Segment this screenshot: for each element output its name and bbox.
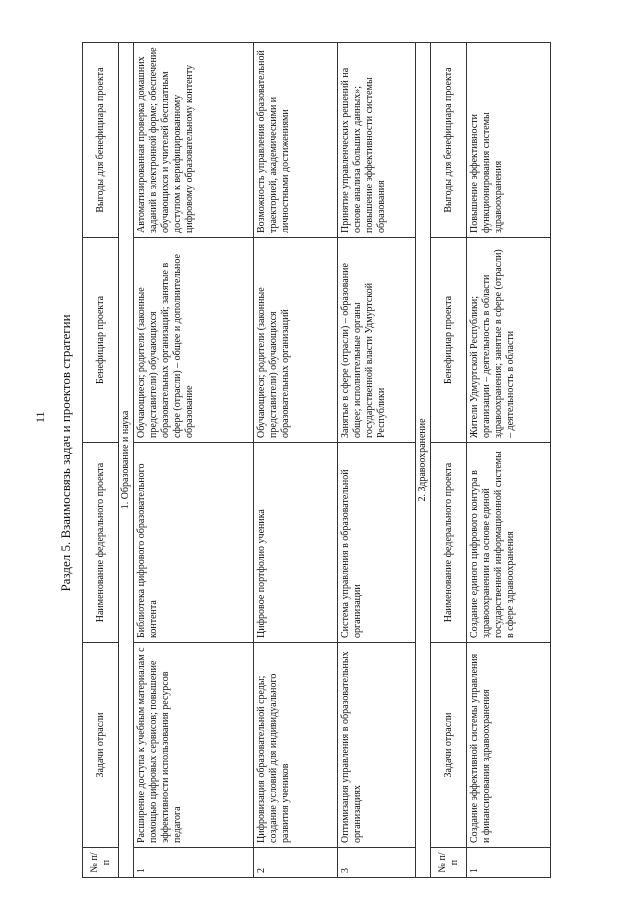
- section-row: [119, 43, 134, 878]
- row-number: 1: [467, 848, 551, 878]
- col-header-benefit: Выгоды для бенефициара проекта: [431, 43, 467, 238]
- row-benefit: Повышение эффективности функционирования системы здравоохранения: [467, 43, 551, 238]
- row-project: Библиотека цифрового образовательного контента: [134, 443, 254, 643]
- row-benefit: Автоматизированная проверка домашних заданий в электронной форме; обеспечение обучающихся и учителей бесплатным доступом к верифицированному цифровому образовательному контенту: [134, 43, 254, 238]
- row-number: 1: [134, 848, 254, 878]
- row-beneficiary: Жители Удмуртской Республики; организации – деятельность в области здравоохранения; занятые в сфере (отрасли) – деятельность в области: [467, 238, 551, 443]
- row-project: Создание единого цифрового контура в здравоохранении на основе единой государственной информационной системы в сфере здравоохранения: [467, 443, 551, 643]
- row-task: Цифровизация образовательной среды; создание условий для индивидуального развития учеников: [254, 643, 338, 848]
- col-header-num: № п/п: [431, 848, 467, 878]
- row-number: 3: [338, 848, 416, 878]
- table-header-row: [83, 43, 119, 878]
- strategy-table: [82, 42, 551, 878]
- row-project: Цифровое портфолио ученика: [254, 443, 338, 643]
- col-header-project: Наименование федерального проекта: [431, 443, 467, 643]
- col-header-num: № п/п: [83, 848, 119, 878]
- section-heading: Раздел 5. Взаимосвязь задач и проектов стратегии: [58, 314, 73, 592]
- col-header-task: Задачи отрасли: [83, 643, 119, 848]
- rotated-page-content: [58, 28, 618, 878]
- page-number: 11: [33, 411, 47, 423]
- row-task: Оптимизация управления в образовательных организациях: [338, 643, 416, 848]
- table-row: [134, 43, 254, 878]
- col-header-task: Задачи отрасли: [431, 643, 467, 848]
- table-header-row: [431, 43, 467, 878]
- row-task: Создание эффективной системы управления и финансирования здравоохранения: [467, 643, 551, 848]
- row-number: 2: [254, 848, 338, 878]
- section-row: [416, 43, 431, 878]
- row-beneficiary: Обучающиеся; родители (законные представители) обучающихся образовательных организаций; занятые в сфере (отрасли) – общее и дополнительное образование: [134, 238, 254, 443]
- row-task: Расширение доступа к учебным материалам с помощью цифровых сервисов; повышение эффективности использования ресурсов педагога: [134, 643, 254, 848]
- col-header-beneficiary: Бенефициар проекта: [431, 238, 467, 443]
- col-header-beneficiary: Бенефициар проекта: [83, 238, 119, 443]
- row-beneficiary: Занятые в сфере (отрасли) – образование общее; исполнительные органы государственной власти Удмуртской Республики: [338, 238, 416, 443]
- row-beneficiary: Обучающиеся; родители (законные представители) обучающихся образовательных организаций: [254, 238, 338, 443]
- col-header-project: Наименование федерального проекта: [83, 443, 119, 643]
- table-row: [338, 43, 416, 878]
- table-row: [254, 43, 338, 878]
- row-benefit: Возможность управления образовательной траекторией, академическими и личностными достижениями: [254, 43, 338, 238]
- section-title: 2. Здравоохранение: [416, 43, 431, 878]
- row-benefit: Принятие управленческих решений на основе анализа больших данных»; повышение эффективности системы образования: [338, 43, 416, 238]
- section-title: 1. Образование и наука: [119, 43, 134, 878]
- row-project: Система управления в образовательной организации: [338, 443, 416, 643]
- table-row: [467, 43, 551, 878]
- col-header-benefit: Выгоды для бенефициара проекта: [83, 43, 119, 238]
